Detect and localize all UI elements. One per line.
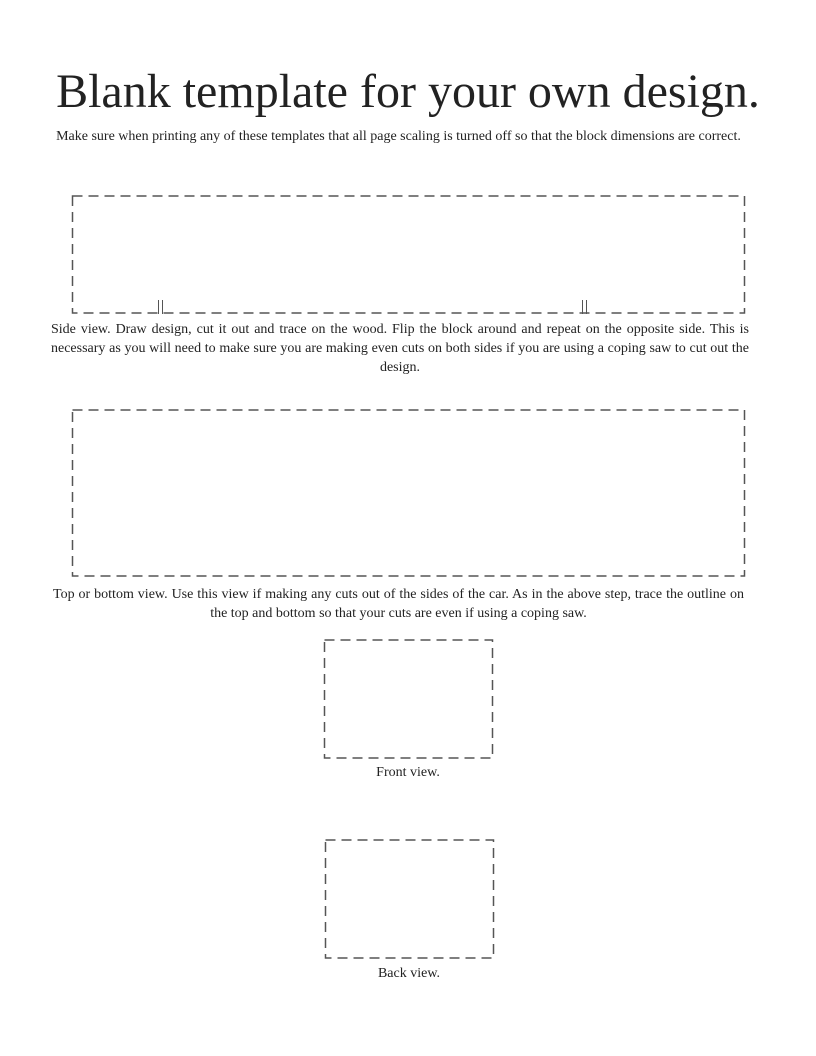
- top-view-caption: Top or bottom view. Use this view if making any cuts out of the sides of the car. As in the above step, trace the outline on the top and bottom so that your cuts are even if using a coping saw.: [53, 587, 744, 621]
- front-view-outline: [325, 640, 493, 758]
- top-view-template: [71, 408, 746, 579]
- side-view-outline: [73, 196, 745, 313]
- back-view-outline: [326, 840, 494, 958]
- front-view-caption: Front view.: [376, 765, 440, 780]
- front-view-template: [323, 638, 494, 761]
- rear-axle-mark: [582, 300, 587, 314]
- front-axle-mark: [158, 300, 163, 314]
- top-view-outline: [73, 410, 745, 576]
- back-view-template: [324, 838, 495, 961]
- side-view-caption: Side view. Draw design, cut it out and trace on the wood. Flip the block around and repeat on the opposite side. This is necessary as you will need to make sure you are making even cuts on both sides if you are using a coping saw to cut out the design.: [51, 322, 749, 375]
- back-view-caption: Back view.: [377, 966, 441, 981]
- page-title: Blank template for your own design.: [56, 65, 760, 118]
- intro-paragraph: Make sure when printing any of these templates that all page scaling is turned off so that the block dimensions are correct.: [56, 129, 741, 144]
- side-view-template: [71, 194, 746, 316]
